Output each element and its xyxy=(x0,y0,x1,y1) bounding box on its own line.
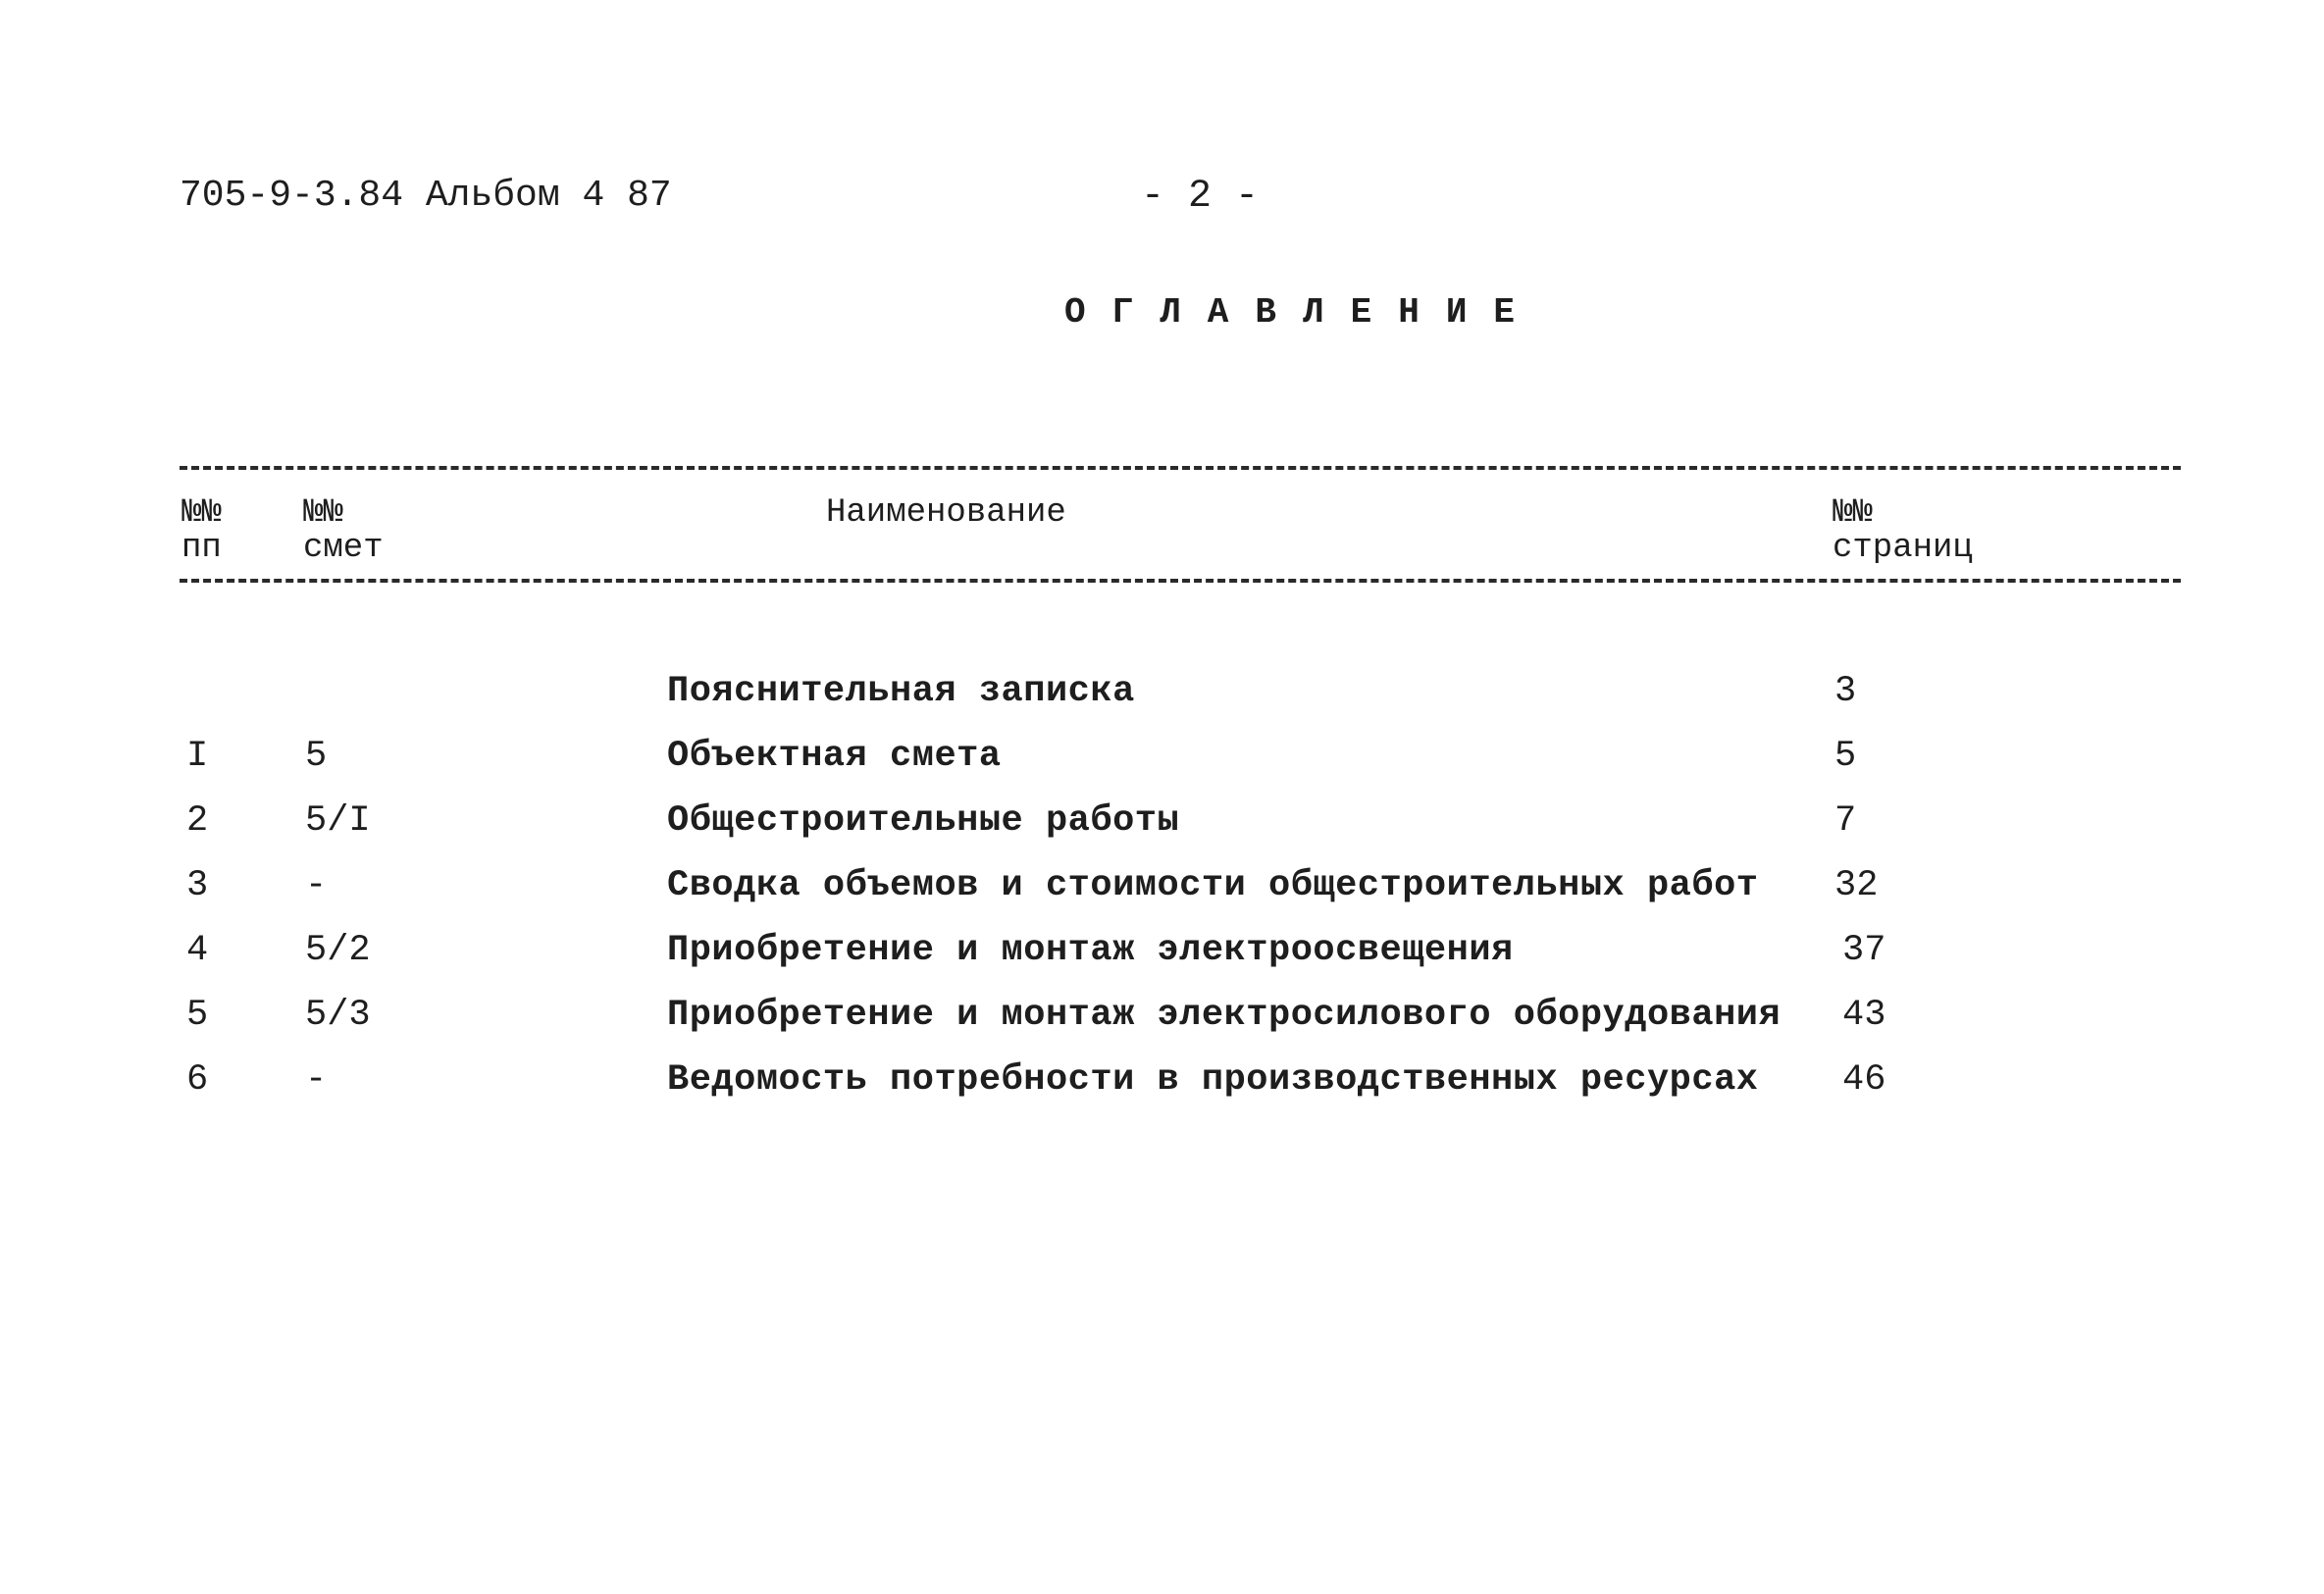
col-header-pages-symbol: №№ xyxy=(1833,494,1873,532)
row-page: 32 xyxy=(1834,865,1879,906)
col-header-num-symbol: №№ xyxy=(181,494,222,532)
row-smeta: 5/3 xyxy=(305,995,371,1036)
row-page: 5 xyxy=(1834,736,1857,777)
row-num: 3 xyxy=(186,865,209,906)
row-page: 3 xyxy=(1834,671,1857,712)
row-num: I xyxy=(186,736,209,777)
row-page: 37 xyxy=(1842,930,1886,971)
col-header-pages-label: страниц xyxy=(1833,530,1973,567)
col-header-num xyxy=(181,495,222,566)
table-header-rule xyxy=(180,579,2181,583)
col-header-smet xyxy=(303,495,384,566)
row-num: 2 xyxy=(186,800,209,842)
row-name: Сводка объемов и стоимости общестроительных работ xyxy=(667,865,1759,906)
row-smeta: 5/I xyxy=(305,800,371,842)
table-top-rule xyxy=(180,466,2181,470)
row-smeta: 5 xyxy=(305,736,328,777)
page-title: ОГЛАВЛЕНИЕ xyxy=(1064,292,1542,333)
col-header-smet-label: смет xyxy=(303,530,384,567)
col-header-name: Наименование xyxy=(826,494,1066,532)
row-name: Ведомость потребности в производственных ресурсах xyxy=(667,1059,1759,1101)
row-name: Объектная смета xyxy=(667,736,1002,777)
row-name: Приобретение и монтаж электроосвещения xyxy=(667,930,1514,971)
page-number: - 2 - xyxy=(1141,175,1260,219)
row-num: 5 xyxy=(186,995,209,1036)
row-smeta: - xyxy=(305,865,328,906)
row-name: Общестроительные работы xyxy=(667,800,1180,842)
row-page: 43 xyxy=(1842,995,1886,1036)
col-header-pages xyxy=(1833,495,1973,566)
row-num: 4 xyxy=(186,930,209,971)
row-page: 46 xyxy=(1842,1059,1886,1101)
row-name: Пояснительная записка xyxy=(667,671,1135,712)
row-page: 7 xyxy=(1834,800,1857,842)
row-smeta: 5/2 xyxy=(305,930,371,971)
row-name: Приобретение и монтаж электросилового оборудования xyxy=(667,995,1782,1036)
col-header-smet-symbol: №№ xyxy=(303,494,343,532)
col-header-num-label: пп xyxy=(181,530,222,567)
row-num: 6 xyxy=(186,1059,209,1101)
document-code: 705-9-3.84 Альбом 4 87 xyxy=(180,175,672,217)
row-smeta: - xyxy=(305,1059,328,1101)
